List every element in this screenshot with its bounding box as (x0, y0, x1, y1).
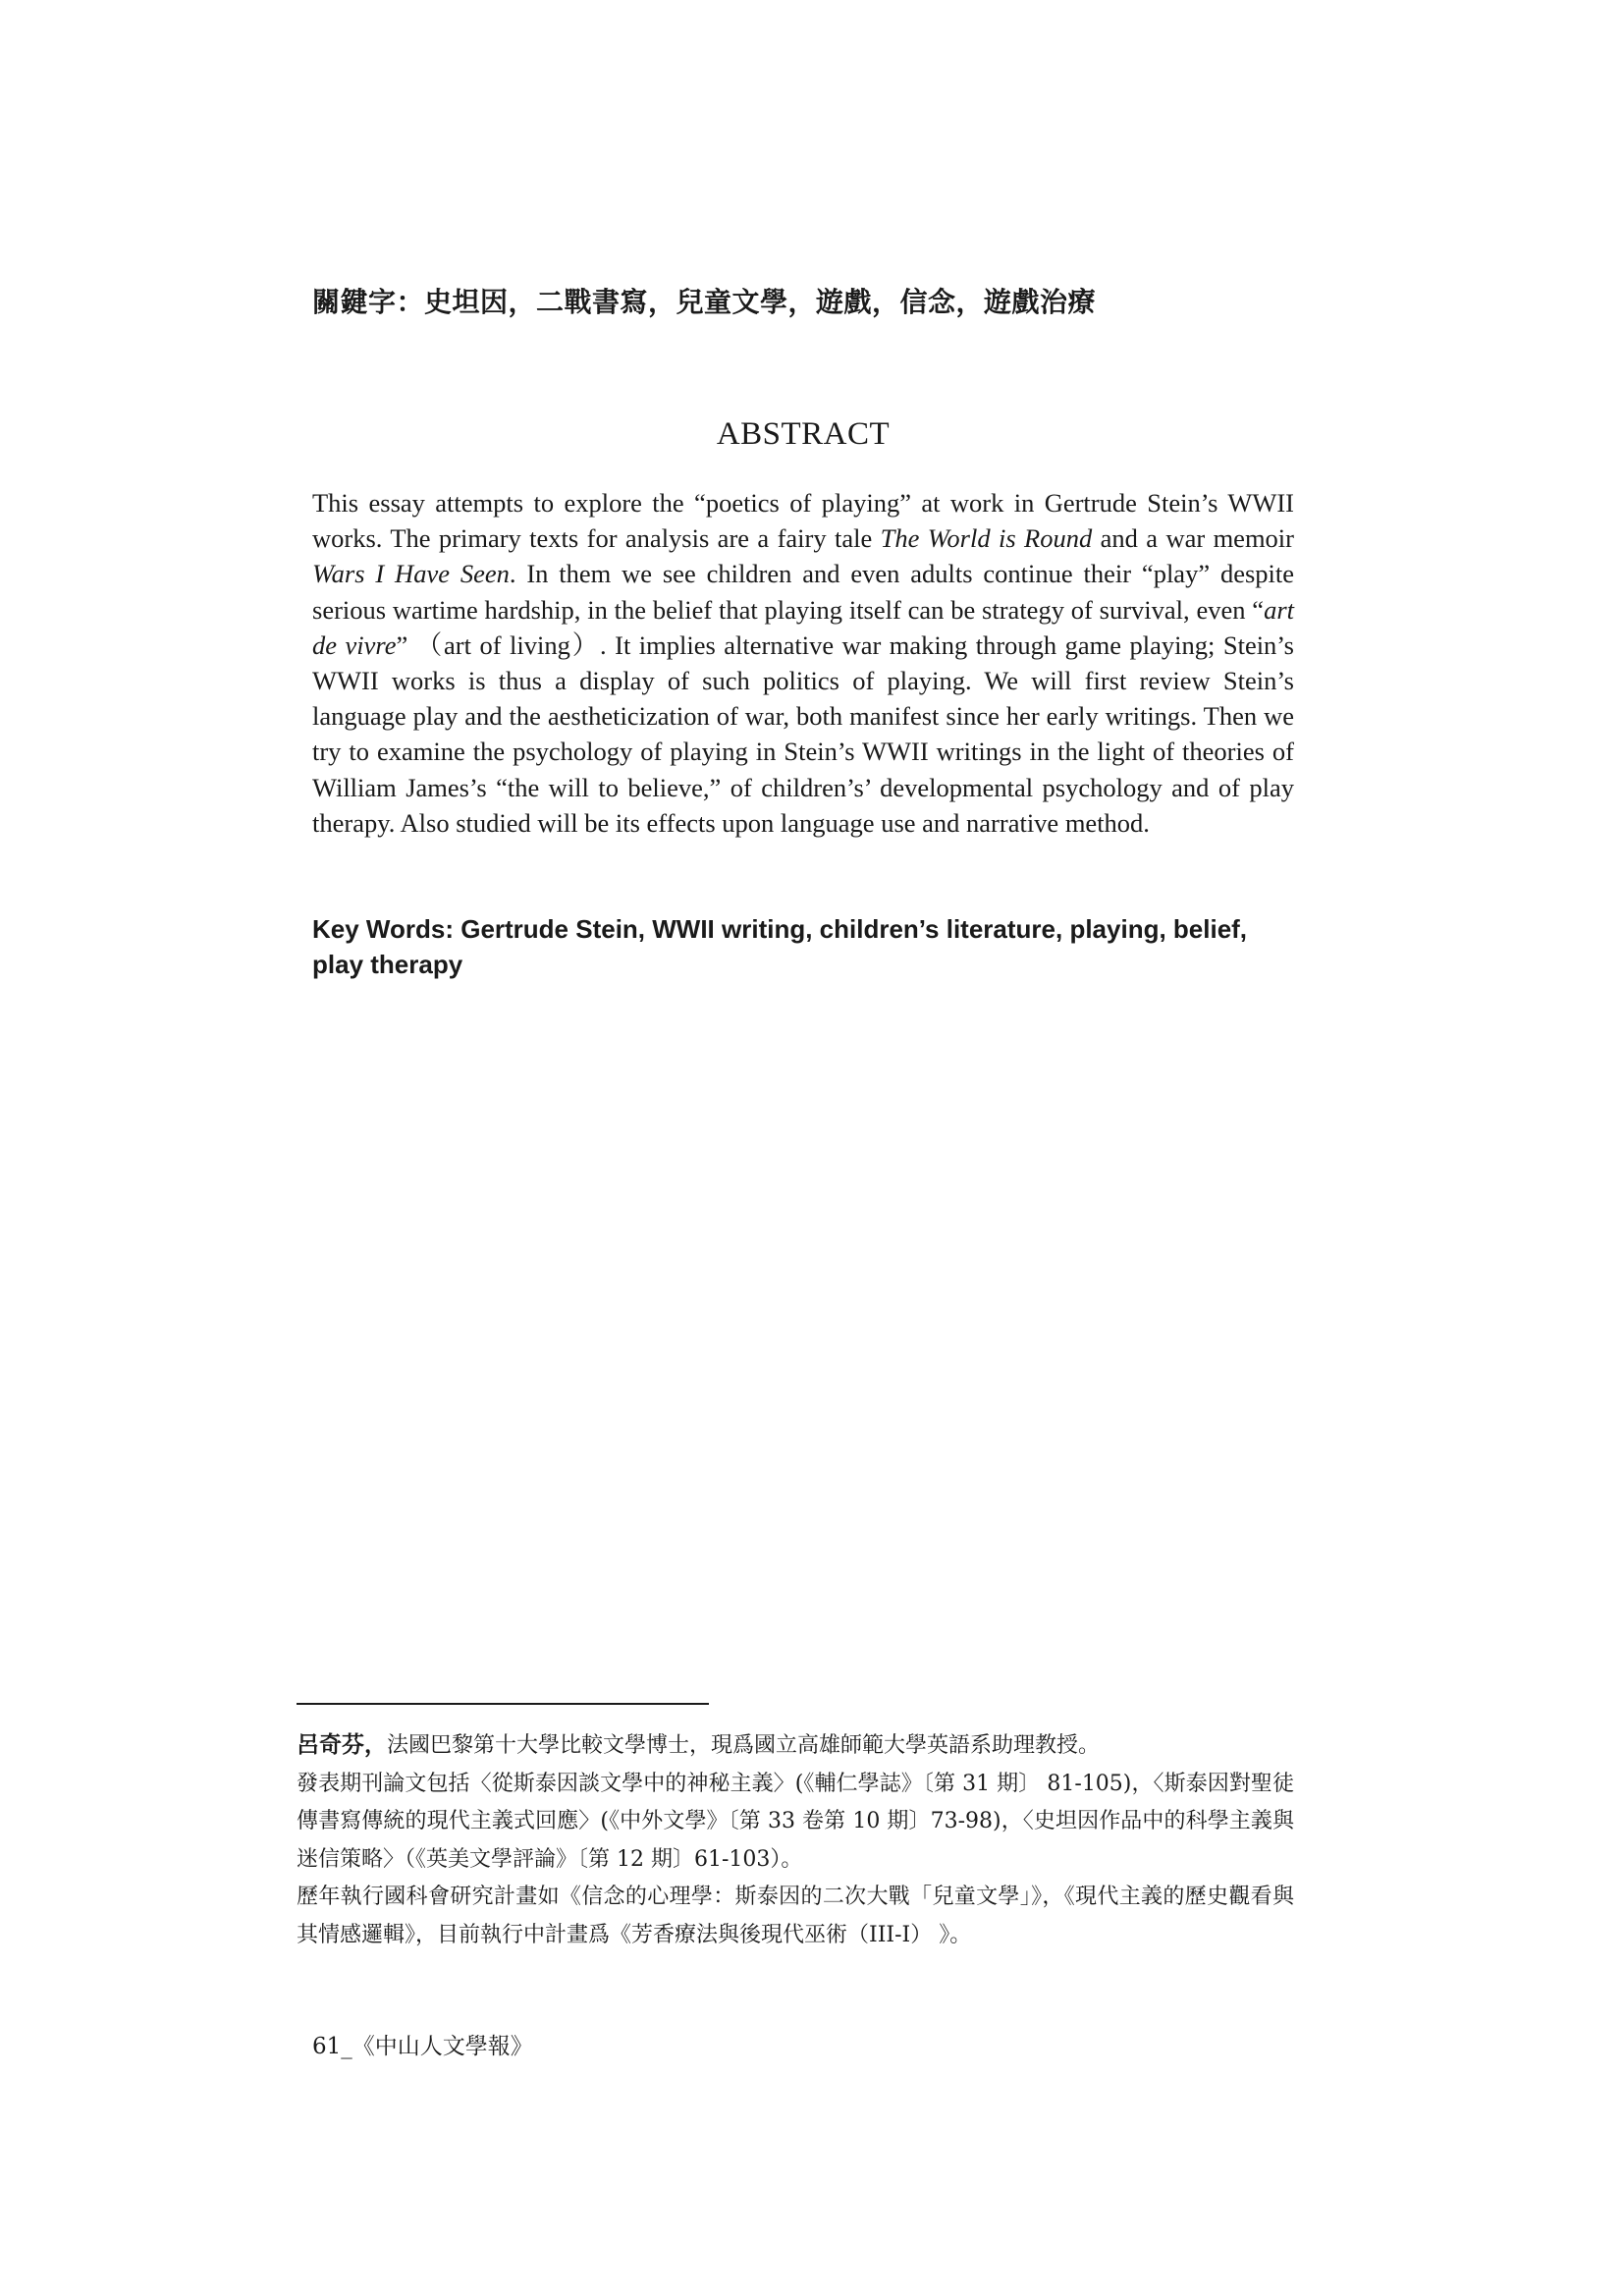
footnote-publications: 發表期刊論文包括〈從斯泰因談文學中的神秘主義〉(《輔仁學誌》〔第 31 期〕 81-105)，〈斯泰因對聖徒傳書寫傳統的現代主義式回應〉(《中外文學》〔第 33 卷第 10 期〕73-98)，〈史坦因作品中的科學主義與迷信策略〉（《英美文學評論》〔第 12 期〕61-103）。 (297, 1771, 1294, 1872)
book-title-wars-i-have-seen: Wars I Have Seen (312, 559, 510, 589)
footnote-author-name: 呂奇芬， (297, 1732, 387, 1758)
abstract-heading: ABSTRACT (716, 416, 891, 452)
footnote-divider (297, 1703, 709, 1705)
abstract-body (312, 485, 1294, 841)
footnote-projects: 歷年執行國科會研究計畫如《信念的心理學：斯泰因的二次大戰「兒童文學」》，《現代主義的歷史觀看與其情感邏輯》，目前執行中計畫爲《芳香療法與後現代巫術（III-I） 》。 (297, 1885, 1294, 1947)
book-title-world-is-round: The World is Round (880, 523, 1093, 554)
abstract-text-part: and a war memoir (1092, 523, 1294, 554)
abstract-text-part: This essay attempts to explore the “poetics of playing” at work in Gertrude Stein’s WWII works. The primary texts for analysis are a fairy tale (312, 488, 1294, 554)
chinese-keywords: 關鍵字：史坦因，二戰書寫，兒童文學，遊戲，信念，遊戲治療 (312, 286, 1097, 318)
abstract-text-part: ” （art of living）. It implies alternative war making through game playing; Stein’s WWII works is thus a display of such politics of playing. We will first review Stein’s language play and the aestheticization of war, both manifest since her early writings. Then we try to examine the psychology of playing in Stein’s WWII writings in the light of theories of William James’s “the will to believe,” of children’s’ developmental psychology and of play therapy. Also studied will be its effects upon language use and narrative method. (312, 629, 1294, 838)
italic-term-art-de-vivre: art de vivre (312, 594, 1294, 660)
abstract-paragraph (312, 485, 1294, 841)
author-footnote (297, 1726, 1294, 1954)
footnote-bio-line (297, 1726, 1294, 1766)
english-keywords: Key Words: Gertrude Stein, WWII writing, children’s literature, playing, belief, play therapy (312, 914, 1248, 979)
page-footer: 61_《中山人文學報》 (312, 2034, 533, 2059)
footnote-bio: 法國巴黎第十大學比較文學博士，現爲國立高雄師範大學英語系助理教授。 (387, 1733, 1101, 1758)
abstract-text-part: . In them we see children and even adults continue their “play” despite serious wartime hardship, in the belief that playing itself can be strategy of survival, even “ (312, 559, 1295, 625)
